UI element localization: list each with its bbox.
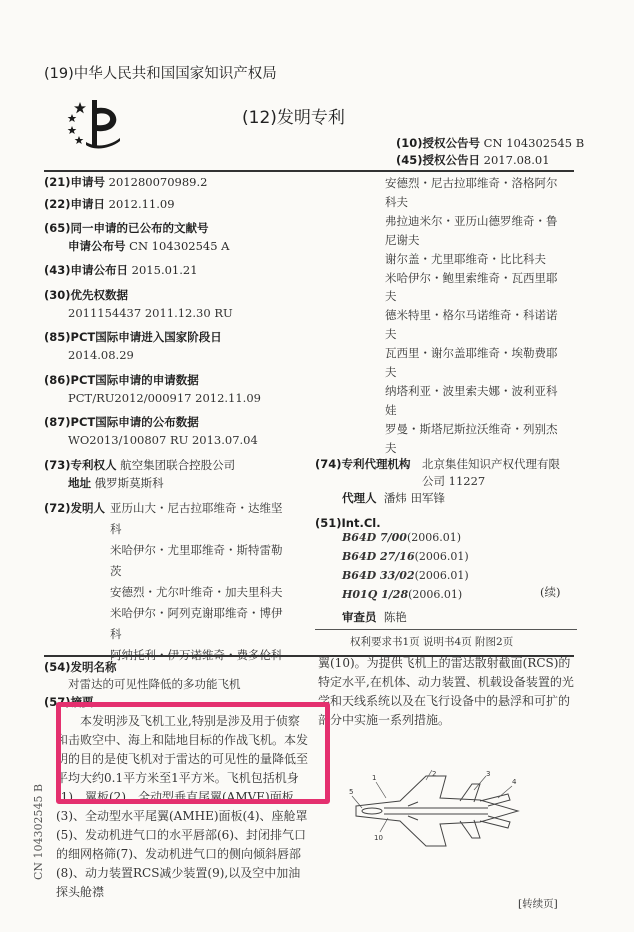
patentee: (73)专利权人 航空集团联合控股公司 [44, 458, 236, 472]
pct-entry-label: (85)PCT国际申请进入国家阶段日 [44, 330, 222, 344]
inventor-line: 弗拉迪米尔・亚历山德罗维奇・鲁 [385, 213, 558, 228]
prior-publication-number: 申请公布号 CN 104302545 A [68, 239, 230, 253]
office-name: (19)中华人民共和国国家知识产权局 [44, 66, 277, 82]
inventor-line: 米哈伊尔・尤里耶维奇・斯特雷勒 [110, 543, 283, 557]
invention-title-label: (54)发明名称 [44, 660, 117, 674]
figure-label: 5 [349, 788, 354, 796]
aircraft-figure [348, 768, 524, 854]
agent: 代理人 潘炜 田军锋 [342, 491, 445, 505]
grant-pub-number: (10)授权公告号 CN 104302545 B [396, 136, 585, 150]
inventor-line: 米哈伊尔・阿列克谢耶维奇・博伊 [110, 606, 283, 620]
grant-date: (45)授权公告日 2017.08.01 [396, 153, 550, 167]
ipc-item: B64D 33/02(2006.01) [342, 569, 469, 582]
inventor-line: 尼谢夫 [385, 232, 420, 247]
inventor-line: 科夫 [385, 194, 408, 209]
ipc-list [342, 528, 469, 604]
figure-label: 10 [374, 834, 383, 842]
header-rule [44, 170, 574, 172]
inventor-line: 夫 [385, 365, 397, 380]
inventor-line: 夫 [385, 289, 397, 304]
figure-label: 4 [512, 778, 517, 786]
continue-page-note: [转续页] [518, 898, 558, 910]
pages-info: 权利要求书1页 说明书4页 附图2页 [350, 636, 514, 648]
pct-publication-value: WO2013/100807 RU 2013.07.04 [68, 433, 258, 447]
patent-agency-label: (74)专利代理机构 [315, 457, 411, 471]
inventor-line: 谢尔盖・尤里耶维奇・比比科夫 [385, 251, 546, 266]
abstract-label: (57)摘要 [44, 695, 94, 709]
figure-label: 1 [372, 774, 377, 782]
inventor-line: 夫 [385, 327, 397, 342]
inventor-line: 茨 [110, 564, 122, 578]
inventor-line: 米哈伊尔・鲍里索维奇・瓦西里耶 [385, 270, 558, 285]
cnipa-logo-icon [66, 96, 124, 150]
pct-entry-value: 2014.08.29 [68, 348, 134, 362]
inventor-line: 安德烈・尼古拉耶维奇・洛格阿尔 [385, 176, 558, 190]
priority-data-label: (30)优先权数据 [44, 288, 129, 302]
inventors-label: (72)发明人 [44, 501, 106, 515]
patent-agency-value: 北京集佳知识产权代理有限 公司 11227 [422, 457, 560, 488]
highlight-box [56, 702, 330, 804]
document-type: (12)发明专利 [242, 108, 345, 128]
examiner: 审查员 陈艳 [342, 610, 407, 624]
application-date: (22)申请日 2012.11.09 [44, 197, 175, 211]
publication-date: (43)申请公布日 2015.01.21 [44, 263, 198, 277]
abstract-text-left: 本发明涉及飞机工业,特别是涉及用于侦察和击败空中、海上和陆地目标的作战飞机。本发明的目的是使飞机对于雷达的可见性的量降低至平均大约0.1平方米至1平方米。飞机包括机身(1)、翼板(2)、全动型垂直尾翼(AMVE)面板(3)、全动型水平尾翼(AMHE)面板(4)、座舱罩(5)、发动机进气口的水平唇部(6)、封闭排气口的细网格筛(7)、发动机进气口的侧向倾斜唇部(8)、动力装置RCS减少装置(9),以及空中加油探头舱襟 [56, 714, 309, 899]
pct-application-value: PCT/RU2012/000917 2012.11.09 [68, 391, 261, 405]
inventors-right-list [385, 174, 575, 458]
application-number: (21)申请号 201280070989.2 [44, 175, 208, 189]
ipc-label: (51)Int.Cl. [315, 516, 381, 530]
inventor-line: 娃 [385, 402, 397, 417]
invention-title: 对雷达的可见性降低的多功能飞机 [68, 677, 241, 691]
pct-publication-label: (87)PCT国际申请的公布数据 [44, 415, 199, 429]
inventor-line: 纳塔利亚・波里索夫娜・波利亚科 [385, 383, 558, 398]
inventor-line: 科 [110, 627, 122, 641]
continued-note: (续) [540, 585, 561, 599]
priority-data-value: 2011154437 2011.12.30 RU [68, 306, 233, 320]
prior-publication-label: (65)同一申请的已公布的文献号 [44, 221, 209, 235]
figure-label: 2 [432, 770, 437, 778]
pct-application-label: (86)PCT国际申请的申请数据 [44, 373, 199, 387]
address: 地址 俄罗斯莫斯科 [68, 476, 164, 490]
ipc-item: B64D 7/00(2006.01) [342, 531, 462, 544]
ipc-item: H01Q 1/28(2006.01) [342, 588, 463, 601]
inventor-line: 夫 [385, 440, 397, 455]
inventor-line: 瓦西里・谢尔盖耶维奇・埃勒费耶 [385, 346, 558, 361]
ipc-item: B64D 27/16(2006.01) [342, 550, 469, 563]
figure-label: 3 [486, 770, 491, 778]
inventors-left-list [110, 498, 310, 666]
inventor-line: 安德烈・尤尔叶维奇・加夫里科夫 [110, 585, 283, 599]
inventor-line: 罗曼・斯塔尼斯拉沃维奇・列别杰 [385, 421, 558, 436]
side-doc-number: CN 104302545 B [32, 783, 45, 880]
inventor-line: 亚历山大・尼古拉耶维奇・达维坚 [110, 501, 283, 515]
inventor-line: 科 [110, 522, 122, 536]
abstract-text-right: 翼(10)。为提供飞机上的雷达散射截面(RCS)的特定水平,在机体、动力装置、机载设备装置的光学和天线系统以及在飞行设备中的悬浮和可扩的部分中实施一系列措施。 [318, 656, 574, 727]
pages-rule [315, 629, 577, 630]
inventor-line: 德米特里・格尔马诺维奇・科诺诺 [385, 308, 558, 323]
